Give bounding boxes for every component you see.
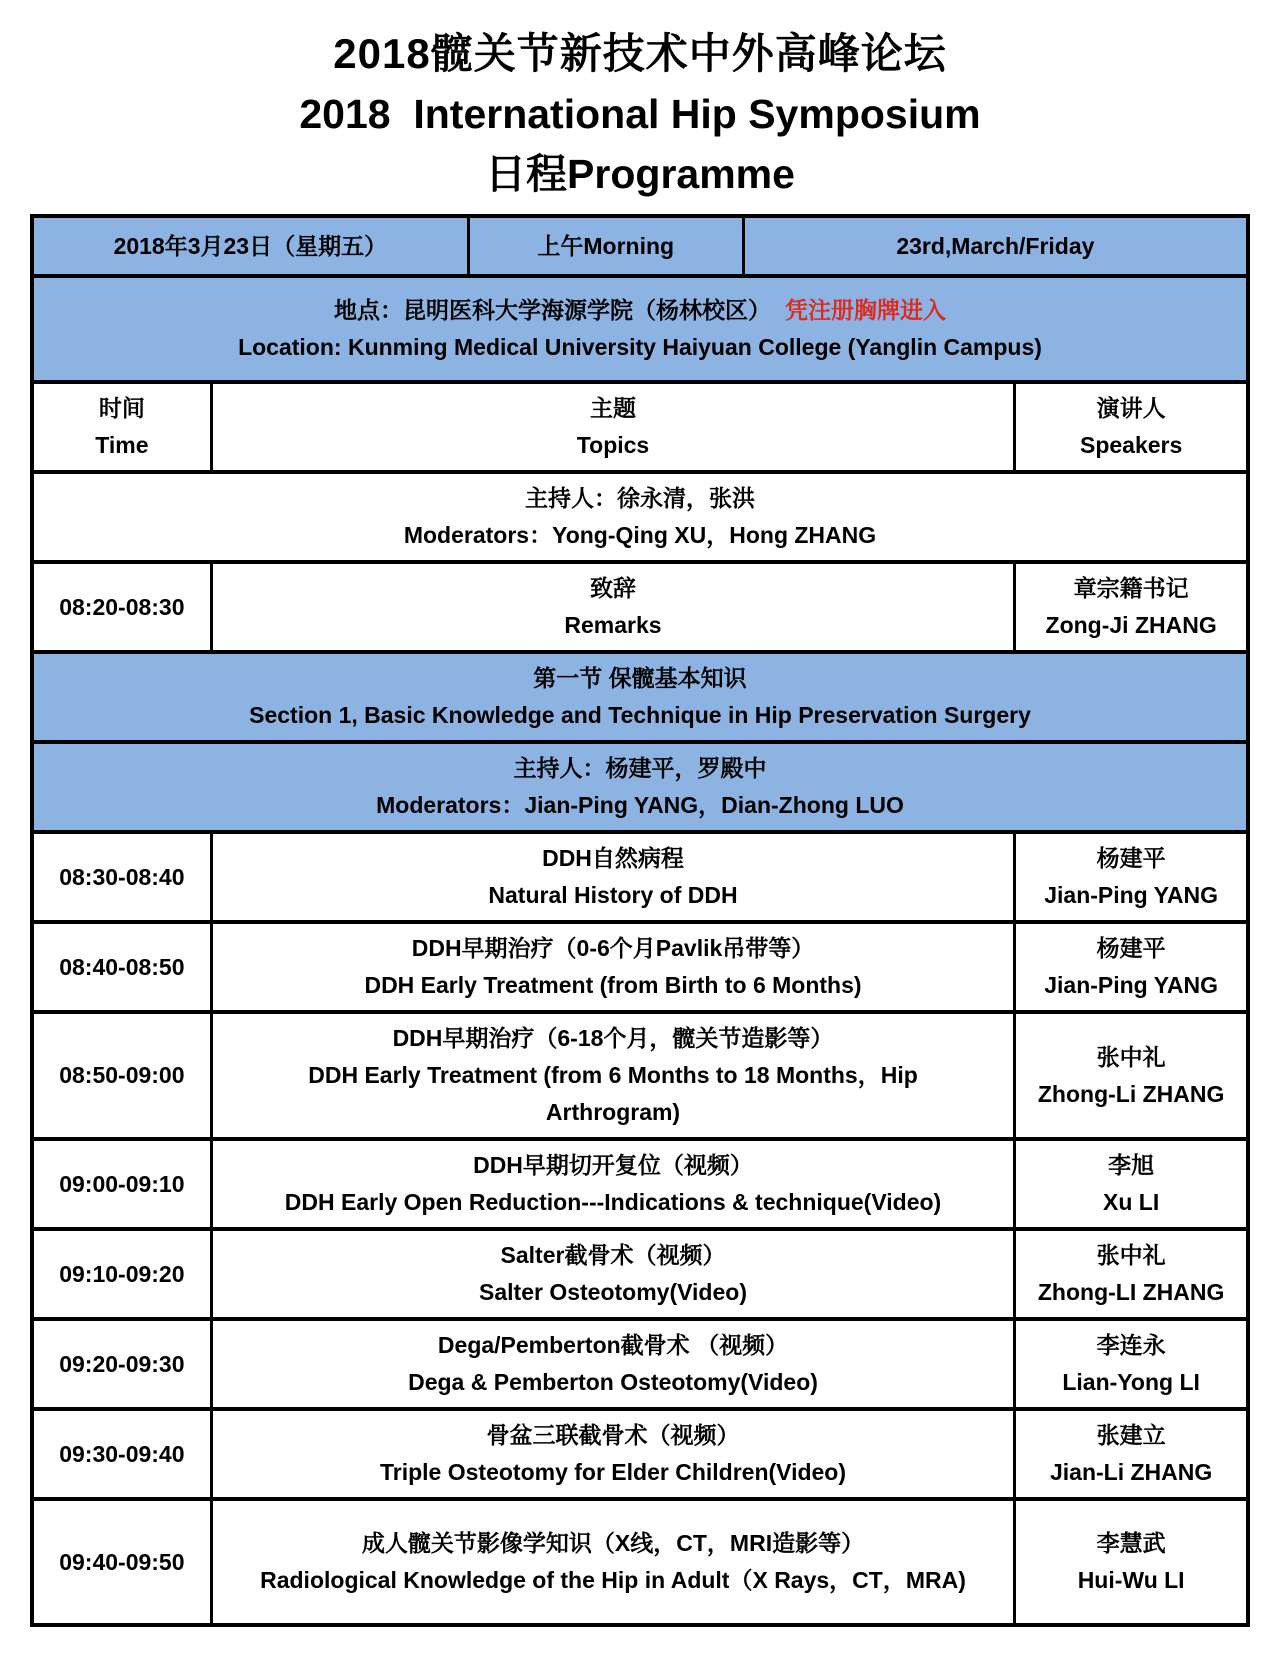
topic-cell — [210, 1014, 1014, 1137]
speaker-en: Zhong-LI ZHANG — [1037, 1279, 1225, 1305]
speaker-en: Jian-Li ZHANG — [1050, 1459, 1213, 1485]
speaker-zh: 杨建平 — [1096, 935, 1166, 961]
topic-en: DDH Early Open Reduction---Indications & technique(Video) — [284, 1189, 942, 1215]
topic-en: Remarks — [564, 612, 662, 638]
speaker-zh: 李慧武 — [1096, 1530, 1166, 1556]
topic-zh: 成人髋关节影像学知识（X线，CT，MRI造影等） — [361, 1530, 865, 1556]
topic-cell — [210, 1231, 1014, 1317]
speaker-zh: 李旭 — [1108, 1152, 1155, 1178]
moderators-row-1 — [34, 470, 1246, 560]
time-cell: 09:10-09:20 — [59, 1260, 185, 1287]
morning-cell: 上午Morning — [467, 218, 742, 274]
topic-zh: 致辞 — [590, 575, 636, 601]
speaker-header-zh: 演讲人 — [1096, 395, 1166, 421]
topic-zh: 骨盆三联截骨术（视频） — [486, 1422, 740, 1448]
moderators2-en: Moderators：Jian-Ping YANG，Dian-Zhong LUO — [376, 792, 904, 818]
speaker-cell — [1013, 1321, 1246, 1407]
moderators-row-2 — [34, 740, 1246, 830]
session-row — [34, 1010, 1246, 1137]
speaker-zh: 李连永 — [1096, 1332, 1166, 1358]
speaker-zh: 张中礼 — [1096, 1242, 1166, 1268]
speaker-cell — [1013, 564, 1246, 650]
title-english: 2018 International Hip Symposium — [299, 91, 981, 137]
topic-cell — [210, 564, 1014, 650]
topic-zh: DDH早期治疗（6-18个月，髋关节造影等） — [392, 1025, 834, 1051]
programme-table — [30, 214, 1250, 1627]
speaker-en: Zhong-Li ZHANG — [1037, 1080, 1225, 1107]
topic-en: Dega & Pemberton Osteotomy(Video) — [408, 1369, 818, 1395]
date-header-row — [34, 218, 1246, 274]
moderators-cell-2 — [34, 744, 1246, 830]
topic-header-zh: 主题 — [590, 395, 636, 421]
speaker-en: Lian-Yong LI — [1062, 1369, 1200, 1395]
speaker-cell — [1013, 924, 1246, 1010]
section1-en: Section 1, Basic Knowledge and Technique in Hip Preservation Surgery — [249, 702, 1031, 728]
title-chinese: 2018髋关节新技术中外高峰论坛 — [333, 30, 947, 77]
session-row — [34, 1137, 1246, 1227]
speaker-en: Hui-Wu LI — [1077, 1567, 1185, 1593]
topic-column-header — [210, 384, 1014, 470]
time-header-zh: 时间 — [98, 395, 145, 421]
time-cell: 08:30-08:40 — [59, 863, 185, 890]
time-column-header — [34, 384, 210, 470]
topic-cell — [210, 1321, 1014, 1407]
speaker-en: Jian-Ping YANG — [1044, 972, 1219, 998]
date-cell-en: 23rd,March/Friday — [742, 218, 1246, 274]
moderators1-zh: 主持人：徐永清，张洪 — [525, 485, 755, 511]
topic-header-en: Topics — [576, 432, 650, 458]
speaker-en: Xu LI — [1103, 1189, 1160, 1215]
speaker-cell — [1013, 1014, 1246, 1137]
topic-zh: Salter截骨术（视频） — [500, 1242, 726, 1268]
speaker-cell — [1013, 1141, 1246, 1227]
speaker-en: Zong-Ji ZHANG — [1045, 612, 1217, 638]
speaker-cell — [1013, 834, 1246, 920]
topic-zh: DDH自然病程 — [542, 845, 684, 871]
time-cell: 09:00-09:10 — [59, 1170, 185, 1197]
speaker-zh: 张中礼 — [1096, 1043, 1166, 1070]
section1-cell — [34, 654, 1246, 740]
session-row — [34, 1317, 1246, 1407]
location-line-en: Location: Kunming Medical University Haiyuan College (Yanglin Campus) — [238, 334, 1042, 360]
topic-zh: DDH早期切开复位（视频） — [473, 1152, 753, 1178]
topic-cell — [210, 1141, 1014, 1227]
time-cell: 08:50-09:00 — [59, 1062, 185, 1088]
title-programme: 日程Programme — [485, 151, 795, 197]
speaker-cell — [1013, 1231, 1246, 1317]
speaker-cell — [1013, 1411, 1246, 1497]
speaker-zh: 章宗籍书记 — [1073, 575, 1189, 601]
session-row — [34, 1227, 1246, 1317]
speaker-zh: 张建立 — [1096, 1422, 1166, 1448]
time-cell: 09:40-09:50 — [59, 1548, 185, 1575]
topic-cell — [210, 834, 1014, 920]
moderators-cell-1 — [34, 474, 1246, 560]
time-cell: 09:20-09:30 — [59, 1350, 185, 1377]
speaker-en: Jian-Ping YANG — [1044, 882, 1219, 908]
location-row — [34, 274, 1246, 380]
time-header-en: Time — [95, 432, 149, 458]
topic-cell — [210, 924, 1014, 1010]
session-row — [34, 920, 1246, 1010]
location-text-zh: 地点：昆明医科大学海源学院（杨林校区） — [334, 297, 771, 323]
topic-en: Natural History of DDH — [488, 882, 738, 908]
speaker-cell — [1013, 1501, 1246, 1623]
speaker-column-header — [1013, 384, 1246, 470]
moderators1-en: Moderators：Yong-Qing XU，Hong ZHANG — [403, 522, 877, 548]
date-cell-zh: 2018年3月23日（星期五） — [113, 232, 388, 259]
section1-banner-row — [34, 650, 1246, 740]
topic-cell — [210, 1411, 1014, 1497]
section1-zh: 第一节 保髋基本知识 — [533, 665, 747, 691]
speaker-zh: 杨建平 — [1096, 845, 1166, 871]
session-row — [34, 1407, 1246, 1497]
speaker-header-en: Speakers — [1079, 432, 1183, 458]
document-title-block — [0, 0, 1280, 204]
topic-cell — [210, 1501, 1014, 1623]
time-cell: 09:30-09:40 — [59, 1440, 185, 1467]
location-badge-notice: 凭注册胸牌进入 — [785, 297, 946, 323]
time-cell: 08:20-08:30 — [59, 593, 185, 620]
topic-en: Radiological Knowledge of the Hip in Adult（X Rays，CT，MRA) — [260, 1567, 966, 1593]
time-cell: 08:40-08:50 — [59, 953, 185, 980]
session-row — [34, 830, 1246, 920]
session-row-opening — [34, 560, 1246, 650]
location-line-zh — [334, 292, 946, 329]
topic-en: Salter Osteotomy(Video) — [479, 1279, 747, 1305]
topic-zh: Dega/Pemberton截骨术 （视频） — [437, 1332, 789, 1358]
session-row — [34, 1497, 1246, 1623]
column-header-row — [34, 380, 1246, 470]
location-cell — [34, 278, 1246, 380]
topic-zh: DDH早期治疗（0-6个月Pavlik吊带等） — [411, 935, 815, 961]
moderators2-zh: 主持人：杨建平，罗殿中 — [513, 755, 767, 781]
topic-en: Triple Osteotomy for Elder Children(Video) — [379, 1459, 847, 1485]
topic-en: DDH Early Treatment (from Birth to 6 Months) — [364, 972, 862, 998]
topic-en: DDH Early Treatment (from 6 Months to 18 Months，Hip Arthrogram) — [308, 1062, 918, 1125]
